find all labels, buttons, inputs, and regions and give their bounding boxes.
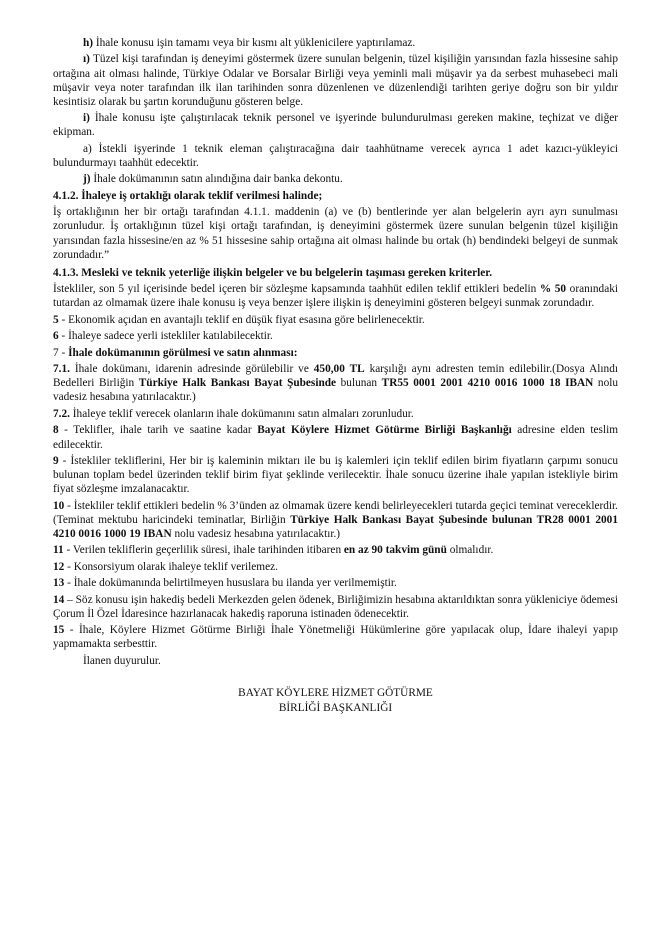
item-text: İhale konusu işin tamamı veya bir kısmı alt yüklenicilere yaptırılamaz. (93, 37, 416, 49)
section-8: 8 - Teklifler, ihale tarih ve saatine kadar Bayat Köylere Hizmet Götürme Birliği Başkanlığı adresine elden teslim edilecektir. (53, 424, 618, 451)
section-number: 5 (53, 313, 59, 326)
item-h (53, 36, 618, 50)
item-i-dotless (53, 52, 618, 108)
section-4-1-2-heading: 4.1.2. İhaleye iş ortaklığı olarak teklif verilmesi halinde; (53, 189, 323, 202)
item-label: i) (83, 112, 90, 125)
item-text: a) İstekli işyerinde 1 teknik eleman çalıştıracağına dair taahhütname verecek ayrıca 1 adet kazıcı-yükleyici bulundurmayı taahhüt edecektir. (53, 142, 618, 169)
item-j (53, 172, 618, 186)
announcement-document (53, 36, 618, 716)
item-text: Tüzel kişi tarafından iş deneyimi göstermek üzere sunulan belgenin, tüzel kişiliğin yarısından fazla hissesine sahip ortağına ait olması halinde, Türkiye Odalar ve Borsalar Birliği veya yeminli mali müşavir ya da serbest muhasebeci mali müşavir veya noter tarafından ilk ilan tarihinden sonra düzenlenen ve düzenlendiği tarihten geriye doğru son bir yıldır kesintisiz olarak bu şartın korunduğunu gösteren belge. (53, 53, 618, 108)
section-4-1-2-text: İş ortaklığının her bir ortağı tarafından 4.1.1. maddenin (a) ve (b) bentlerinde yer alan belgelerin ayrı ayrı sunulması zorunludur. İş ortaklığının tüzel kişi ortağı tarafından, iş deneyimini göstermek üzere sunulan belgenin tüzel kişiliğin yarısından fazla hissesine/en az % 51 hissesine sahip ortağına ait olması halinde bu ortak (h) bendindeki belgeyi de sunmak zorundadır.” (53, 206, 618, 261)
section-number: 9 (53, 455, 59, 467)
section-12: 12 - Konsorsiyum olarak ihaleye teklif verilemez. (53, 560, 278, 573)
item-a (53, 142, 618, 170)
section-number: 6 (53, 330, 59, 343)
section-number: 7 (53, 346, 59, 359)
section-number: 10 (53, 499, 65, 512)
section-number: 14 (53, 593, 65, 606)
section-11: 11 - Verilen tekliflerin geçerlilik süresi, ihale tarihinden itibaren en az 90 takvim günü olmalıdır. (53, 544, 494, 557)
section-6: 6 - İhaleye sadece yerli istekliler katılabilecektir. (53, 330, 273, 343)
section-15: 15 - İhale, Köylere Hizmet Götürme Birliği İhale Yönetmeliği Hükümlerine göre yapılacak olup, İdare ihaleyi yapıp yapmamakta serbesttir. (53, 624, 618, 651)
section-number: 12 (53, 560, 65, 573)
closing-text: İlanen duyurulur. (83, 654, 161, 667)
signature-line-2: BİRLİĞİ BAŞKANLIĞI (278, 702, 393, 715)
item-label: h) (83, 37, 94, 49)
section-4-1-3-text: İstekliler, son 5 yıl içerisinde bedel içeren bir sözleşme kapsamında taahhüt edilen teklif ettikleri bedelin % 50 oranındaki tutardan az olmamak üzere ihale konusu iş veya benzer işlere ilişkin iş deneyimini gösteren belgeyi sunmak zorundadır. (53, 283, 618, 310)
item-i (53, 111, 618, 139)
section-7-1: 7.1. İhale dokümanı, idarenin adresinde görülebilir ve 450,00 TL karşılığı aynı adresten temin edilebilir.(Dosya Alındı Bedelleri Birliğin Türkiye Halk Bankası Bayat Şubesinde bulunan TR55 0001 2001 4210 0016 1000 18 IBAN nolu vadesiz hesabına yatırılacaktır.) (53, 363, 619, 404)
section-5: 5 - Ekonomik açıdan en avantajlı teklif en düşük fiyat esasına göre belirlenecektir. (53, 313, 425, 326)
item-text: İhale dokümanının satın alındığına dair banka dekontu. (90, 173, 343, 186)
section-number: 13 (53, 577, 65, 590)
section-9: 9 - İstekliler tekliflerini, Her bir iş kaleminin miktarı ile bu iş kalemleri için teklif edilen birim fiyatların çarpımı sonucu bulunan toplam bedel üzerinden teklif birim fiyat şeklinde verilecektir. İhale sonucu üzerine ihale yapılan istekliyle birim fiyat sözleşme imzalanacaktır. (53, 455, 618, 496)
section-13: 13 - İhale dokümanında belirtilmeyen hususlara bu ilanda yer verilmemiştir. (53, 577, 397, 590)
item-label: j) (83, 173, 91, 186)
section-14: 14 – Söz konusu işin hakediş bedeli Merkezden gelen ödenek, Birliğimizin hesabına aktarıldıktan sonra yükleniciye ödemesi Çorum İl Özel İdaresince hazırlanacak hakediş raporuna istinaden ödenecektir. (53, 593, 618, 620)
signature-line-1: BAYAT KÖYLERE HİZMET GÖTÜRME (238, 687, 433, 700)
section-number: 7.2. (53, 407, 70, 420)
section-10: 10 - İstekliler teklif ettikleri bedelin % 3’ünden az olmamak üzere kendi belirleyecekleri tutarda geçici teminat vereceklerdir. (Teminat mektubu haricindeki teminatlar, Birliğin Türkiye Halk Bankası Bayat Şubesinde bulunan TR28 0001 2001 4210 0016 1000 19 IBAN nolu vadesiz hesabına yatırılacaktır.) (53, 499, 618, 540)
section-7: 7 - İhale dokümanının görülmesi ve satın alınması: (53, 346, 298, 359)
section-number: 15 (53, 624, 65, 637)
item-text: İhale konusu işte çalıştırılacak teknik personel ve işyerinde bulundurulması gereken makine, teçhizat ve diğer ekipman. (53, 112, 618, 139)
section-4-1-3-heading: 4.1.3. Mesleki ve teknik yeterliğe ilişkin belgeler ve bu belgelerin taşıması gereken kriterler. (53, 266, 493, 279)
item-label: ı) (83, 53, 90, 66)
section-number: 7.1. (53, 363, 70, 376)
signature-block (53, 686, 618, 716)
section-number: 8 (53, 424, 59, 437)
section-7-2: 7.2. İhaleye teklif verecek olanların ihale dokümanını satın almaları zorunludur. (53, 407, 414, 420)
section-number: 11 (53, 544, 64, 557)
